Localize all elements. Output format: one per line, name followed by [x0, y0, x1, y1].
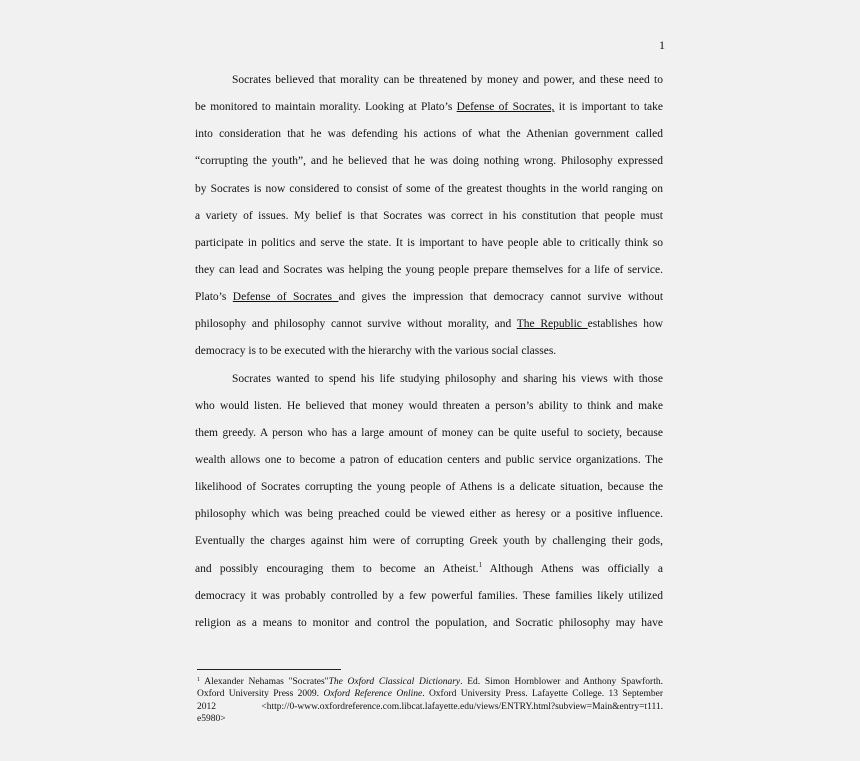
footnote-url-line: 2012 <http://0-www.oxfordreference.com.libcat.lafayette.edu/views/ENTRY.html?subview=Main&entry=t111.: [197, 701, 663, 712]
body-text: [195, 69, 663, 639]
text-line: participate in politics and serve the state. It is important to have people able to critically think so: [195, 236, 663, 249]
text-line: who would listen. He believed that money would threaten a person’s ability to think and make: [195, 399, 663, 412]
footnote-marker: 1: [197, 677, 200, 683]
title-defense-of-socrates: Defense of Socrates,: [456, 101, 555, 114]
text-line: Eventually the charges against him were of corrupting Greek youth by challenging their gods,: [195, 535, 663, 548]
text-line: they can lead and Socrates was helping the young people prepare themselves for a life of service.: [195, 263, 663, 276]
text-line: and possibly encouraging them to become an Atheist.$^1$ Although Athens was officially a: [195, 560, 664, 575]
text-line: Plato’s Defense of Socrates and gives the impression that democracy cannot survive without: [195, 291, 664, 304]
text-line: democracy is to be executed with the hierarchy with the various social classes.: [195, 345, 557, 358]
text-line: “corrupting the youth”, and he believed that he was doing nothing wrong. Philosophy expressed: [195, 155, 663, 168]
footnote-divider: [197, 669, 341, 670]
footnote-reference: 1: [478, 560, 483, 569]
text-line: be monitored to maintain morality. Looking at Plato’s Defense of Socrates, it is important to take: [195, 101, 663, 114]
text-line: religion as a means to monitor and control the population, and Socratic philosophy may have: [195, 616, 663, 629]
footnote-url-line: e5980>: [197, 713, 226, 724]
footnote-line: $^1$ Alexander Nehamas "Socrates"The Oxford Classical Dictionary. Ed. Simon Hornblower and Anthony Spawforth.: [197, 677, 663, 687]
title-defense-of-socrates: Defense of Socrates: [232, 291, 339, 304]
text-line: them greedy. A person who has a large amount of money can be quite useful to society, because: [195, 426, 663, 439]
text-line: Socrates believed that morality can be threatened by money and power, and these need to: [232, 74, 663, 86]
text-line: by Socrates is now considered to consist of some of the greatest thoughts in the world ranging on: [195, 182, 663, 195]
text-line: into consideration that he was defending his actions of what the Athenian government called: [195, 128, 663, 141]
page-number: 1: [659, 38, 665, 52]
footnote: [197, 676, 663, 725]
text-line: likelihood of Socrates corrupting the young people of Athens is a delicate situation, because the: [195, 481, 663, 494]
text-line: a variety of issues. My belief is that Socrates was correct in his constitution that people must: [195, 209, 663, 222]
title-the-republic: The Republic: [516, 318, 588, 331]
text-line: democracy it was probably controlled by a few powerful families. These families likely utilized: [195, 589, 663, 602]
text-line: Socrates wanted to spend his life studying philosophy and sharing his views with those: [232, 372, 663, 385]
text-line: philosophy and philosophy cannot survive without morality, and The Republic establishes how: [195, 318, 663, 331]
footnote-line: Oxford University Press 2009. Oxford Reference Online. Oxford University Press. Lafayette College. 13 September: [197, 689, 663, 700]
text-line: philosophy which was being preached could be viewed either as heresy or a positive influence.: [195, 508, 663, 521]
text-line: wealth allows one to become a patron of education centers and public service organizations. The: [195, 453, 663, 466]
